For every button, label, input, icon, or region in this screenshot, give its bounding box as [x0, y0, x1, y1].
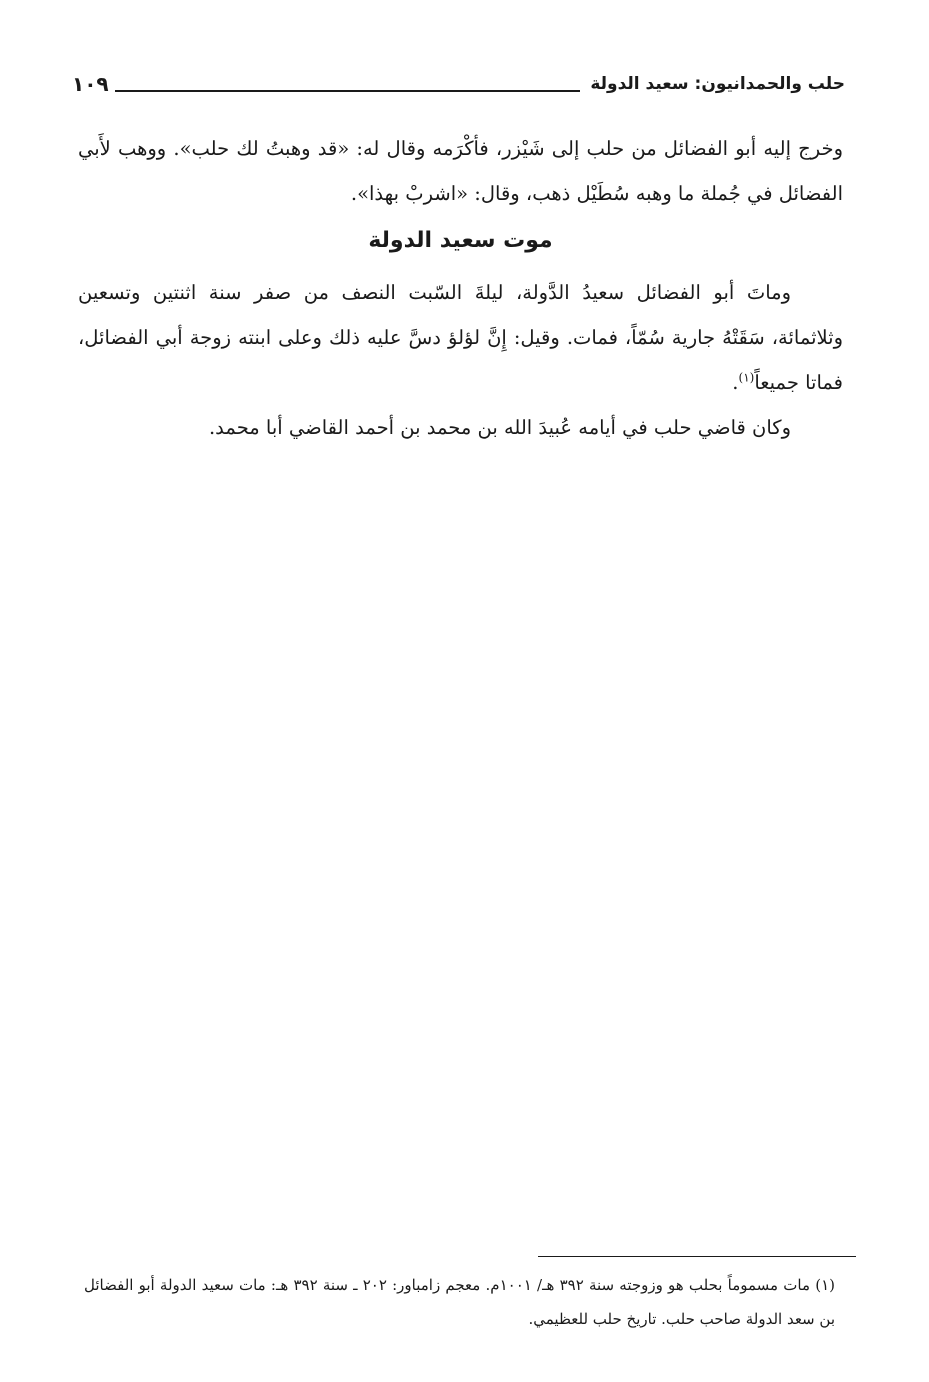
- body-text: [78, 126, 843, 450]
- footnote-1-text: (١) مات مسموماً بحلب هو وزوجته سنة ٣٩٢ هـ/ ١٠٠١م. معجم زامباور: ٢٠٢ ـ سنة ٣٩٢ هـ: مات سعيد الدولة أبو الفضائل بن سعد الدولة صاحب حلب. تاريخ حلب للعظيمي.: [84, 1276, 835, 1328]
- footnote-reference: (١): [738, 370, 755, 385]
- page-number: ١٠٩: [72, 72, 109, 96]
- paragraph-2: [78, 270, 843, 405]
- footnotes: [84, 1268, 835, 1336]
- paragraph-2-end: .: [732, 371, 739, 394]
- running-title: حلب والحمدانيون: سعيد الدولة: [590, 74, 845, 94]
- section-heading: موت سعيد الدولة: [368, 228, 553, 253]
- footnote-rule: [538, 1256, 856, 1257]
- paragraph-1: وخرج إليه أبو الفضائل من حلب إلى شَيْزر، فأكْرَمه وقال له: «قد وهبتُ لك حلب». ووهب لأَبي الفضائل في جُملة ما وهبه سُطَيْل ذهب، وقال: «اشربْ بهذا».: [78, 137, 843, 205]
- footnote-1: [84, 1268, 835, 1336]
- paragraph-3: وكان قاضي حلب في أيامه عُبيدَ الله بن محمد بن أحمد القاضي أبا محمد.: [208, 416, 791, 439]
- paragraph-2-text: وماتَ أبو الفضائل سعيدُ الدَّولة، ليلةَ السّبت النصف من صفر سنة اثنتين وتسعين وثلاثمائة، سَقَتْهُ جارية سُمّاً، فمات. وقيل: إِنَّ لؤلؤ دسَّ عليه ذلك وعلى ابنته زوجة أبي الفضائل، فماتا جميعاً: [78, 281, 843, 394]
- header-rule: [115, 90, 581, 92]
- running-header: [72, 66, 845, 102]
